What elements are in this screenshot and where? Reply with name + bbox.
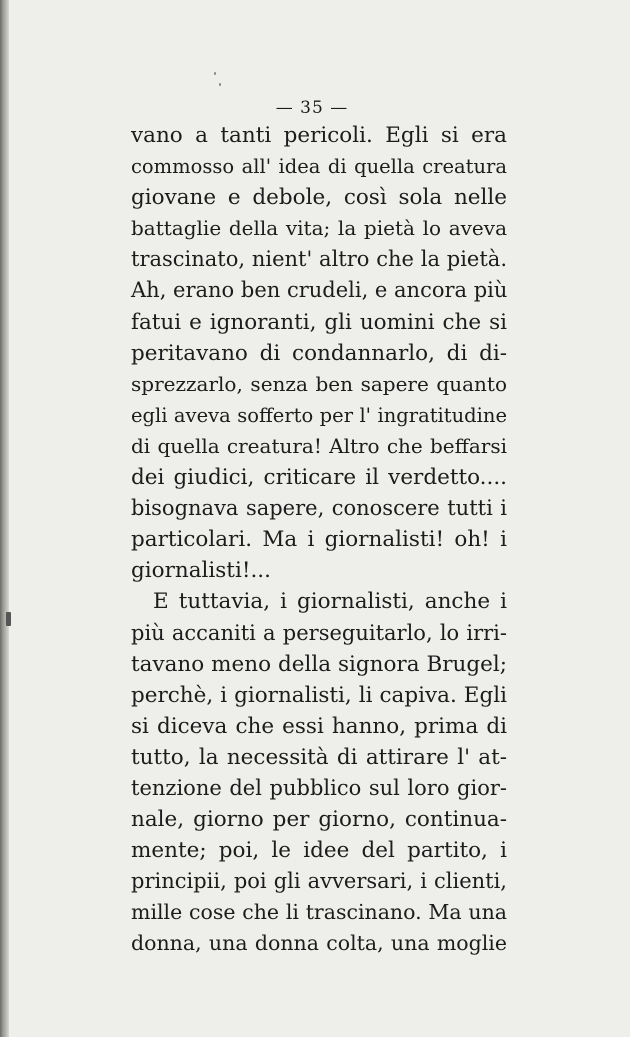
text-line: tavano meno della signora Brugel; — [131, 651, 507, 677]
text-line: perchè, i giornalisti, li capiva. Egli — [131, 682, 507, 708]
print-speck — [6, 612, 11, 626]
text-line: tutto, la necessità di attirare l' at- — [131, 744, 507, 770]
text-line: vano a tanti pericoli. Egli si era — [131, 123, 507, 148]
text-line: dei giudici, criticare il verdetto.... — [131, 465, 507, 491]
text-line: trascinato, nient' altro che la pietà. — [131, 247, 507, 272]
text-line: mente; poi, le idee del partito, i — [131, 838, 507, 864]
print-speck — [219, 83, 221, 86]
print-speck — [214, 72, 216, 75]
text-line: principii, poi gli avversari, i clienti, — [131, 869, 507, 894]
text-line: donna, una donna colta, una moglie — [131, 931, 507, 956]
text-line: si diceva che essi hanno, prima di — [131, 713, 507, 739]
text-line: nale, giorno per giorno, continua- — [131, 807, 507, 833]
text-line: fatui e ignoranti, gli uomini che si — [131, 309, 507, 335]
text-line: giornalisti!... — [131, 558, 271, 584]
page-number: — 35 — — [275, 98, 349, 118]
body-text — [131, 120, 507, 960]
text-line: sprezzarlo, senza ben sapere quanto — [131, 371, 507, 396]
text-line: bisognava sapere, conoscere tutti i — [131, 496, 507, 521]
text-line: giovane e debole, così sola nelle — [131, 185, 507, 211]
text-line: battaglie della vita; la pietà lo aveva — [131, 216, 507, 241]
text-line: peritavano di condannarlo, di di- — [131, 340, 507, 366]
text-line: più accaniti a perseguitarlo, lo irri- — [131, 620, 507, 645]
text-line: mille cose che li trascinano. Ma una — [131, 900, 507, 925]
text-line: Ah, erano ben crudeli, e ancora più — [131, 278, 508, 303]
text-line: commosso all' idea di quella creatura — [131, 155, 507, 179]
text-line: particolari. Ma i giornalisti! oh! i — [131, 527, 507, 553]
page-edge-shadow — [0, 0, 9, 1037]
text-line-paragraph-start: E tuttavia, i giornalisti, anche i — [153, 589, 507, 615]
text-line: tenzione del pubblico sul loro gior- — [131, 775, 507, 800]
text-line: di quella creatura! Altro che beffarsi — [131, 433, 507, 458]
text-line: egli aveva sofferto per l' ingratitudine — [131, 403, 507, 427]
